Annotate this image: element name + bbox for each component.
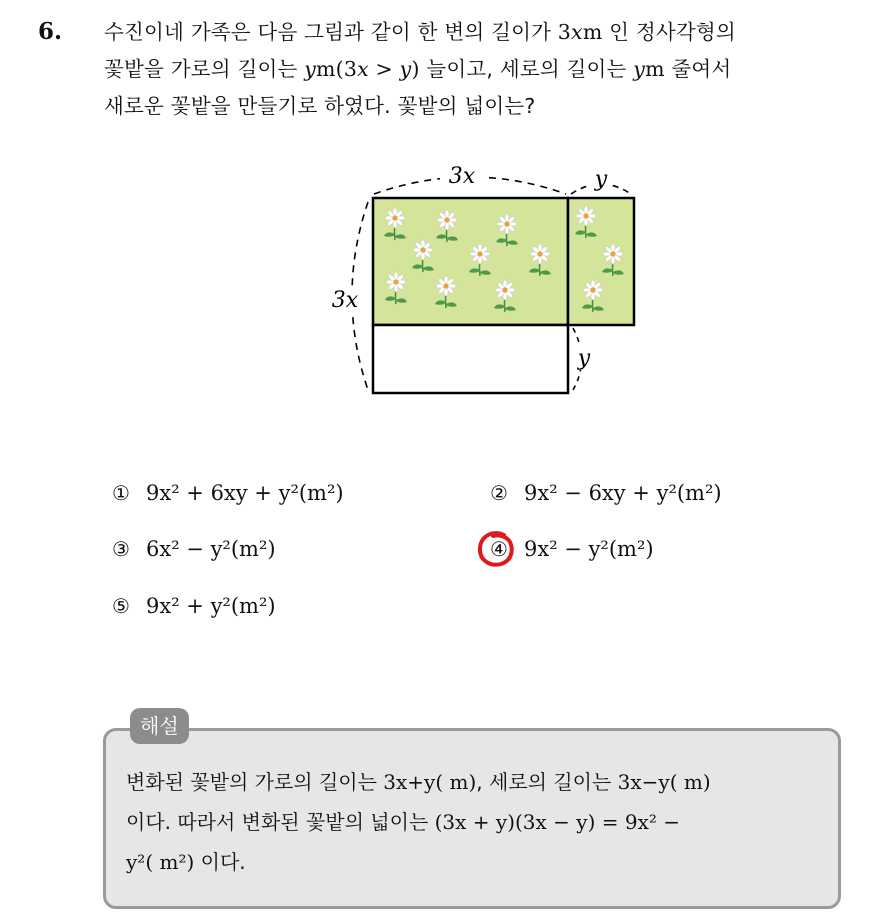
choice-4-expr: 9x² − y²(m²) (524, 537, 654, 561)
question-line-2: 꽃밭을 가로의 길이는 ym(3x > y) 늘이고, 세로의 길이는 ym 줄여서 (104, 57, 732, 81)
choice-2[interactable]: ② 9x² − 6xy + y²(m²) (490, 481, 722, 505)
left-dimension-label: 3x (331, 288, 359, 313)
choice-2-expr: 9x² − 6xy + y²(m²) (524, 481, 722, 505)
right-dimension-label: y (577, 346, 591, 371)
choice-4[interactable]: ④ 9x² − y²(m²) (490, 537, 654, 561)
choice-5-expr: 9x² + y²(m²) (146, 594, 276, 618)
choice-1[interactable]: ① 9x² + 6xy + y²(m²) (112, 481, 344, 505)
top-dimension-label: 3x (448, 164, 476, 189)
solution-line-2: 이다. 따라서 변화된 꽃밭의 넓이는 (3x + y)(3x − y) = 9x² − (126, 810, 680, 834)
question-number: 6. (38, 18, 63, 45)
removed-strip (373, 325, 568, 393)
solution-tab: 해설 (130, 708, 189, 744)
question-line-1: 수진이네 가족은 다음 그림과 같이 한 변의 길이가 3xm 인 정사각형의 (104, 20, 736, 44)
choice-3[interactable]: ③ 6x² − y²(m²) (112, 537, 276, 561)
solution-line-3: y²( m²) 이다. (126, 850, 246, 874)
choice-3-expr: 6x² − y²(m²) (146, 537, 276, 561)
solution-line-1: 변화된 꽃밭의 가로의 길이는 3x+y( m), 세로의 길이는 3x−y( m) (126, 770, 711, 794)
solution-text (126, 762, 831, 882)
garden-figure (322, 162, 662, 402)
question-line-3: 새로운 꽃밭을 만들기로 하였다. 꽃밭의 넓이는? (104, 94, 536, 118)
choice-5[interactable]: ⑤ 9x² + y²(m²) (112, 594, 276, 618)
question-text (104, 14, 864, 125)
choice-1-expr: 9x² + 6xy + y²(m²) (146, 481, 344, 505)
answer-mark-circle (476, 529, 516, 569)
top-right-dimension-label: y (594, 167, 608, 192)
